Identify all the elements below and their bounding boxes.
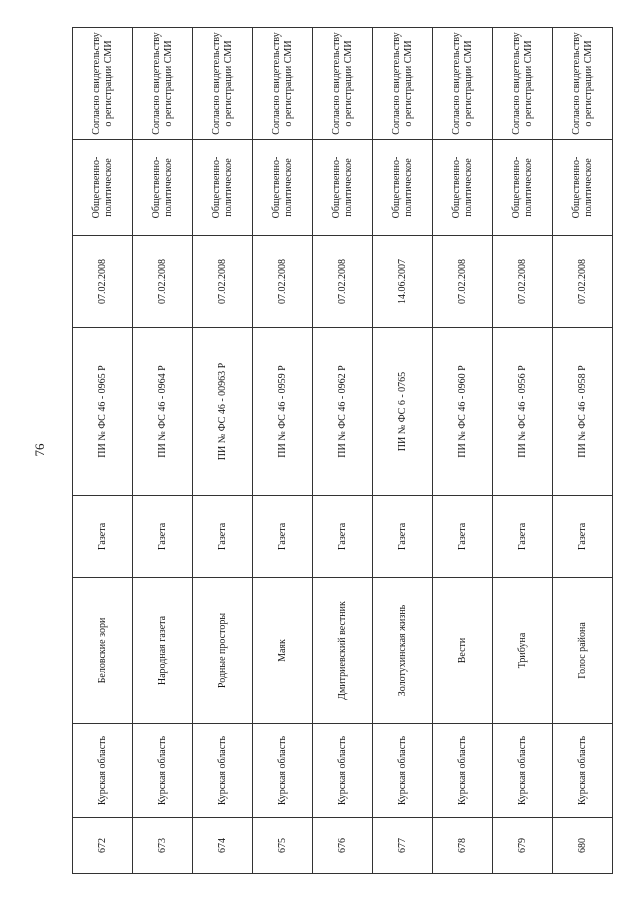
registration-date-cell: 07.02.2008: [253, 236, 313, 328]
note-cell: Согласно свидетельству о регистрации СМИ: [193, 28, 253, 140]
row-number: 679: [493, 818, 553, 874]
registration-date-cell: 07.02.2008: [133, 236, 193, 328]
specialization-cell: Общественно-политическое: [373, 140, 433, 236]
table-row: [313, 28, 373, 874]
table-row: [493, 28, 553, 874]
page-number: 76: [32, 443, 47, 457]
note-cell: Согласно свидетельству о регистрации СМИ: [553, 28, 613, 140]
region-cell: Курская область: [133, 724, 193, 818]
specialization-cell: Общественно-политическое: [133, 140, 193, 236]
registration-number-cell: ПИ № ФС 46 - 0956 Р: [493, 328, 553, 496]
media-type-cell: Газета: [433, 496, 493, 578]
registration-date-cell: 07.02.2008: [313, 236, 373, 328]
specialization-cell: Общественно-политическое: [433, 140, 493, 236]
specialization-cell: Общественно-политическое: [253, 140, 313, 236]
media-type-cell: Газета: [373, 496, 433, 578]
specialization-cell: Общественно-политическое: [73, 140, 133, 236]
media-type-cell: Газета: [313, 496, 373, 578]
row-number: 674: [193, 818, 253, 874]
row-number: 676: [313, 818, 373, 874]
media-type-cell: Газета: [73, 496, 133, 578]
region-cell: Курская область: [553, 724, 613, 818]
registration-number-cell: ПИ № ФС 46 - 0958 Р: [553, 328, 613, 496]
note-cell: Согласно свидетельству о регистрации СМИ: [313, 28, 373, 140]
row-number: 677: [373, 818, 433, 874]
row-number: 673: [133, 818, 193, 874]
table-row: [373, 28, 433, 874]
media-title-cell: Золотухинская жизнь: [373, 578, 433, 724]
media-title-cell: Голос района: [553, 578, 613, 724]
registration-date-cell: 14.06.2007: [373, 236, 433, 328]
note-cell: Согласно свидетельству о регистрации СМИ: [493, 28, 553, 140]
registration-date-cell: 07.02.2008: [493, 236, 553, 328]
region-cell: Курская область: [313, 724, 373, 818]
media-type-cell: Газета: [553, 496, 613, 578]
table-row: [253, 28, 313, 874]
media-type-cell: Газета: [193, 496, 253, 578]
media-title-cell: Дмитриевский вестник: [313, 578, 373, 724]
table-row: [433, 28, 493, 874]
registration-number-cell: ПИ № ФС 46 - 0962 Р: [313, 328, 373, 496]
media-title-cell: Родные просторы: [193, 578, 253, 724]
row-number: 672: [73, 818, 133, 874]
registration-number-cell: ПИ № ФС 46 - 0960 Р: [433, 328, 493, 496]
region-cell: Курская область: [193, 724, 253, 818]
media-title-cell: Беловские зори: [73, 578, 133, 724]
registration-number-cell: ПИ № ФС 46 - 00963 Р: [193, 328, 253, 496]
region-cell: Курская область: [253, 724, 313, 818]
registration-number-cell: ПИ № ФС 6 - 0765: [373, 328, 433, 496]
registration-date-cell: 07.02.2008: [553, 236, 613, 328]
table-row: [133, 28, 193, 874]
table-row: [73, 28, 133, 874]
table-row: [553, 28, 613, 874]
registration-date-cell: 07.02.2008: [73, 236, 133, 328]
registration-date-cell: 07.02.2008: [433, 236, 493, 328]
region-cell: Курская область: [73, 724, 133, 818]
media-type-cell: Газета: [133, 496, 193, 578]
row-number: 675: [253, 818, 313, 874]
registration-date-cell: 07.02.2008: [193, 236, 253, 328]
row-number: 680: [553, 818, 613, 874]
region-cell: Курская область: [373, 724, 433, 818]
note-cell: Согласно свидетельству о регистрации СМИ: [373, 28, 433, 140]
media-type-cell: Газета: [493, 496, 553, 578]
note-cell: Согласно свидетельству о регистрации СМИ: [433, 28, 493, 140]
media-title-cell: Трибуна: [493, 578, 553, 724]
rotated-table-container: [72, 28, 613, 874]
note-cell: Согласно свидетельству о регистрации СМИ: [73, 28, 133, 140]
specialization-cell: Общественно-политическое: [313, 140, 373, 236]
region-cell: Курская область: [493, 724, 553, 818]
region-cell: Курская область: [433, 724, 493, 818]
registration-number-cell: ПИ № ФС 46 - 0959 Р: [253, 328, 313, 496]
specialization-cell: Общественно-политическое: [553, 140, 613, 236]
media-registry-table: [72, 27, 613, 874]
registration-number-cell: ПИ № ФС 46 - 0964 Р: [133, 328, 193, 496]
media-title-cell: Вести: [433, 578, 493, 724]
registration-number-cell: ПИ № ФС 46 - 0965 Р: [73, 328, 133, 496]
media-type-cell: Газета: [253, 496, 313, 578]
note-cell: Согласно свидетельству о регистрации СМИ: [133, 28, 193, 140]
table-row: [193, 28, 253, 874]
specialization-cell: Общественно-политическое: [493, 140, 553, 236]
row-number: 678: [433, 818, 493, 874]
note-cell: Согласно свидетельству о регистрации СМИ: [253, 28, 313, 140]
media-title-cell: Маяк: [253, 578, 313, 724]
media-title-cell: Народная газета: [133, 578, 193, 724]
specialization-cell: Общественно-политическое: [193, 140, 253, 236]
